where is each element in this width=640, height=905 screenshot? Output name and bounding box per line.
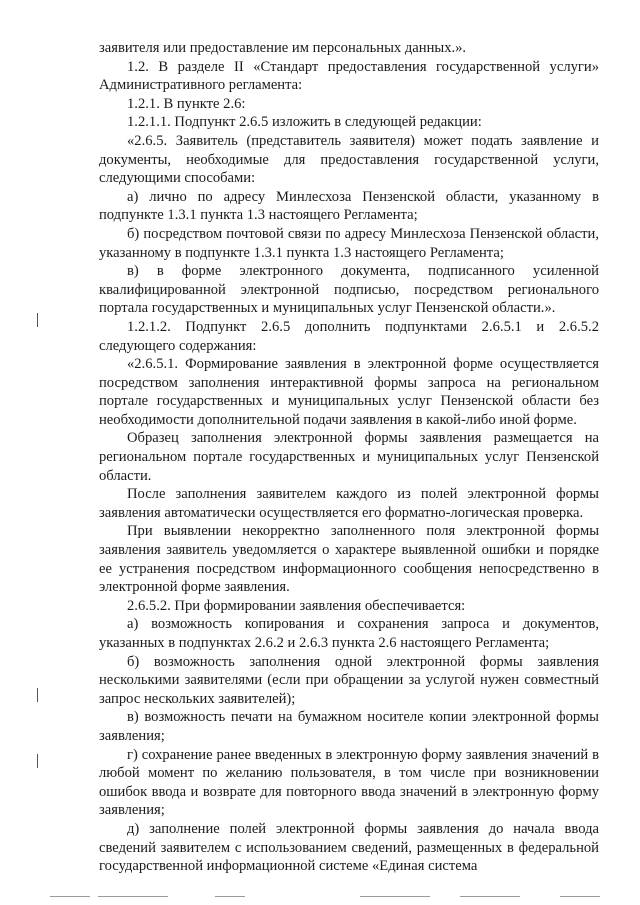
paragraph-3: 1.2.1. В пункте 2.6:	[127, 95, 246, 112]
margin-mark	[37, 688, 38, 702]
margin-mark	[37, 313, 38, 327]
paragraph-16: б) возможность заполнения одной электронной формы заявления несколькими заявителями (если при обращении за услугой нужен совместный запрос нескольких заявителей);	[99, 653, 599, 707]
scan-edge-line	[360, 896, 430, 897]
paragraph-11: Образец заполнения электронной формы заявления размещается на региональном портале государственных и муниципальных услуг Пензенской области.	[99, 430, 599, 484]
paragraph-14: 2.6.5.2. При формировании заявления обеспечивается:	[127, 597, 466, 614]
paragraph-18: г) сохранение ранее введенных в электронную форму заявления значений в любой момент по желанию пользователя, в том числе при возникновении ошибок ввода и возврате для повторного ввода значений в электронную форму заявления;	[99, 746, 599, 819]
paragraph-5: «2.6.5. Заявитель (представитель заявителя) может подать заявление и документы, необходимые для предоставления государственной услуги, следующими способами:	[99, 132, 599, 187]
paragraph-8: в) в форме электронного документа, подписанного усиленной квалифицированной электронной подписью, посредством регионального портала государственных и муниципальных услуг Пензенской области.».	[99, 263, 599, 317]
scan-edge-line	[98, 896, 168, 897]
paragraph-1: заявителя или предоставление им персональных данных.».	[99, 40, 467, 56]
scan-edge-line	[50, 896, 90, 897]
paragraph-4: 1.2.1.1. Подпункт 2.6.5 изложить в следующей редакции:	[127, 114, 482, 131]
paragraph-9: 1.2.1.2. Подпункт 2.6.5 дополнить подпунктами 2.6.5.1 и 2.6.5.2 следующего содержания:	[99, 318, 599, 354]
paragraph-19: д) заполнение полей электронной формы заявления до начала ввода сведений заявителем с использованием сведений, размещенных в федеральной государственной информационной системе «Единая система	[99, 820, 599, 875]
paragraph-6: а) лично по адресу Минлесхоза Пензенской области, указанному в подпункте 1.3.1 пункта 1.3 настоящего Регламента;	[99, 188, 599, 224]
paragraph-17: в) возможность печати на бумажном носителе копии электронной формы заявления;	[99, 709, 599, 744]
paragraph-7: б) посредством почтовой связи по адресу Минлесхоза Пензенской области, указанному в подпункте 1.3.1 пункта 1.3 настоящего Регламента;	[99, 225, 599, 261]
scan-edge-line	[215, 896, 245, 897]
paragraph-10: «2.6.5.1. Формирование заявления в электронной форме осуществляется посредством заполнения интерактивной формы запроса на региональном портале государственных и муниципальных услуг Пензенской области без необходимости дополнительной подачи заявления в какой-либо иной форме.	[99, 356, 599, 428]
margin-mark	[37, 754, 38, 768]
document-body	[99, 39, 599, 876]
paragraph-15: а) возможность копирования и сохранения запроса и документов, указанных в подпунктах 2.6.2 и 2.6.3 пункта 2.6 настоящего Регламента;	[99, 616, 599, 651]
scan-edge-line	[460, 896, 520, 897]
paragraph-2: 1.2. В разделе II «Стандарт предоставления государственной услуги» Административного регламента:	[99, 58, 599, 94]
scan-edge-line	[560, 896, 600, 897]
paragraph-13: При выявлении некорректно заполненного поля электронной формы заявления заявитель уведомляется о характере выявленной ошибки и порядке ее устранения посредством информационного сообщения непосредственно в электронной форме заявления.	[99, 523, 599, 596]
paragraph-12: После заполнения заявителем каждого из полей электронной формы заявления автоматически осуществляется его форматно-логическая проверка.	[99, 486, 599, 521]
